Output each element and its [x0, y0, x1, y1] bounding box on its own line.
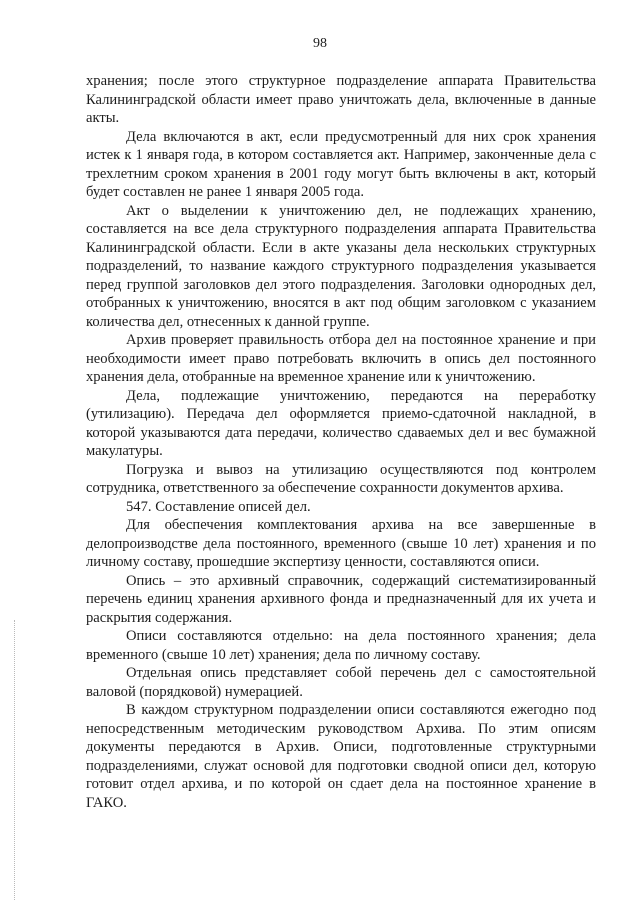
body-text	[86, 72, 596, 812]
paragraph-act-composition: Акт о выделении к уничтожению дел, не подлежащих хранению, составляется на все дела структурного подразделения аппарата Правительства Калининградской области. Если в акте указаны дела нескольких структурных подразделений, то название каждого структурного подразделения указывается перед группой заголовков дел этого подразделения. Заголовки однородных дел, отобранных к уничтожению, вносятся в акт под общим заголовком с указанием количества дел, отнесенных к данной группе.	[86, 202, 596, 330]
paragraph-act-inclusion: Дела включаются в акт, если предусмотренный для них срок хранения истек к 1 января года, в котором составляется акт. Например, законченные дела с трехлетним сроком хранения в 2001 году могут быть включены в акт, который будет составлен не ранее 1 января 2005 года.	[86, 128, 596, 200]
paragraph-annual-inventories: В каждом структурном подразделении описи составляются ежегодно под непосредственным методическим руководством Архива. По этим описям документы передаются в Архив. Описи, подготовленные структурными подразделениями, служат основой для подготовки сводной описи дел, которую готовит отдел архива, и по которой он сдает дела на постоянное хранение в ГАКО.	[86, 702, 596, 811]
paragraph-separate-inventories: Описи составляются отдельно: на дела постоянного хранения; дела временного (свыше 10 лет) хранения; дела по личному составу.	[86, 628, 596, 663]
paragraph-transport: Погрузка и вывоз на утилизацию осуществляются под контролем сотрудника, ответственного за обеспечение сохранности документов архива.	[86, 461, 596, 496]
paragraph-continuation: хранения; после этого структурное подразделение аппарата Правительства Калининградской области имеет право уничтожать дела, включенные в данные акты.	[86, 73, 596, 126]
paragraph-archive-check: Архив проверяет правильность отбора дел на постоянное хранение и при необходимости имеет право потребовать включить в опись дел постоянного хранения дела, отобранные на временное хранение или к уничтожению.	[86, 332, 596, 385]
paragraph-recycling: Дела, подлежащие уничтожению, передаются на переработку (утилизацию). Передача дел оформляется приемо-сдаточной накладной, в которой указываются дата передачи, количество сдаваемых дел и вес бумажной макулатуры.	[86, 387, 596, 459]
scan-edge-mark	[14, 620, 16, 900]
paragraph-inventories-purpose: Для обеспечения комплектования архива на все завершенные в делопроизводстве дела постоянного, временного (свыше 10 лет) хранения и по личному составу, прошедшие экспертизу ценности, составляются описи.	[86, 517, 596, 570]
section-heading-547: 547. Составление описей дел.	[126, 498, 311, 515]
page-number: 98	[313, 36, 327, 51]
paragraph-inventory-definition: Опись – это архивный справочник, содержащий систематизированный перечень единиц хранения архивного фонда и предназначенный для их учета и раскрытия содержания.	[86, 572, 596, 626]
paragraph-numbering: Отдельная опись представляет собой перечень дел с самостоятельной валовой (порядковой) нумерацией.	[86, 665, 596, 700]
